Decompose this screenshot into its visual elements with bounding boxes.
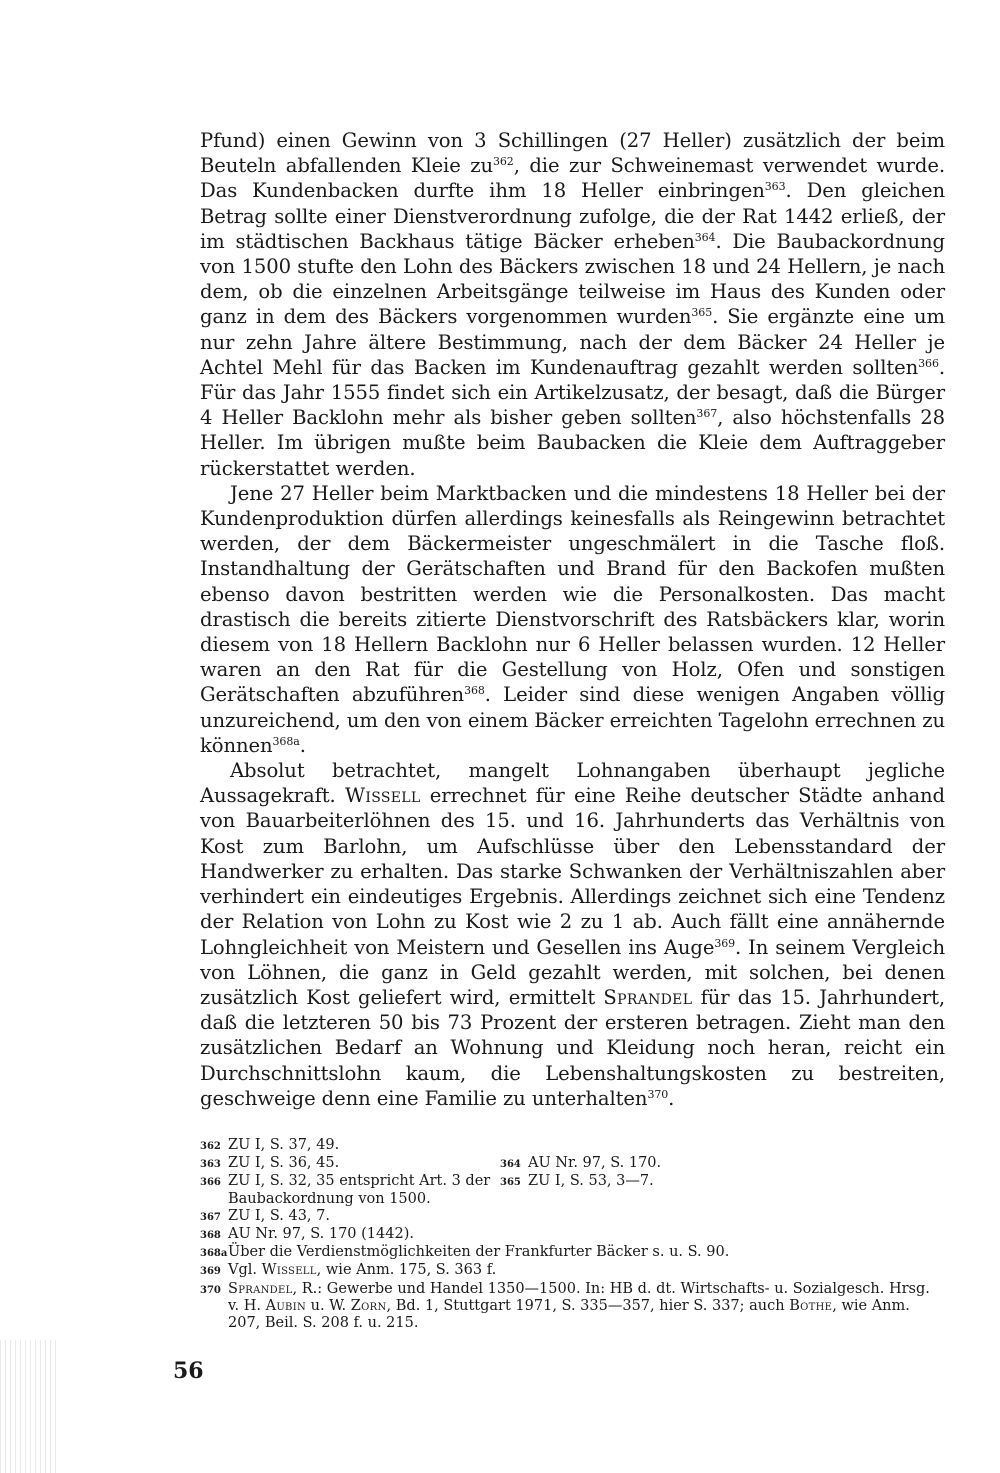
- footnote: [200, 1226, 945, 1244]
- text-run: .: [668, 1086, 675, 1110]
- text-run: , also höchstenfalls 28 Heller. Im übrigen mußte beim Baubacken die Kleie dem Auftraggeber rückerstattet werden.: [200, 406, 945, 480]
- footnote-text: AU Nr. 97, S. 170.: [528, 1155, 662, 1172]
- footnote-text: Über die Verdienstmöglichkeiten der Frankfurter Bäcker s. u. S. 90.: [228, 1244, 730, 1261]
- footnote-ref: 370: [647, 1087, 669, 1101]
- text-run: Pfund) einen Gewinn von 3 Schillingen (27 Heller) zusätzlich der beim Beuteln abfallenden Kleie zu: [200, 129, 945, 178]
- footnote: [200, 1208, 945, 1226]
- footnote: [200, 1262, 945, 1280]
- footnote-ref: 366: [918, 356, 939, 370]
- footnote-text: ZU I, S. 53, 3—7.: [528, 1173, 654, 1190]
- footnote-text: [228, 1281, 945, 1333]
- text-run: , die zur Schweinemast verwendet wurde. Das Kundenbacken durfte ihm 18 Heller einbringen: [200, 154, 946, 203]
- footnote-number: 368a: [200, 1248, 228, 1260]
- author-name: Bothe: [789, 1297, 833, 1314]
- footnote-number: 366: [200, 1177, 221, 1189]
- text-run: . Für das Jahr 1555 findet sich ein Artikelzusatz, der besagt, daß die Bürger 4 Heller Backlohn mehr als bisher geben sollten: [200, 355, 945, 430]
- footnote-ref: 365: [691, 306, 713, 320]
- footnote-ref: 364: [694, 230, 716, 244]
- footnote-text: [228, 1262, 945, 1280]
- text-run: für das 15. Jahrhundert, daß die letzteren 50 bis 73 Prozent der ersteren betragen. Zieht man den zusätzlichen Bedarf an Wohnung und Kleidung noch heran, reicht ein Durchschnittslohn kaum, die Lebenshaltungskosten zu bestreiten, geschweige denn eine Familie zu unterhalten: [200, 985, 946, 1110]
- text-run: . Leider sind diese wenigen Angaben völlig unzureichend, um den von einem Bäcker erreichten Tagelohn errechnen zu können: [200, 683, 945, 757]
- author-name: Sprandel: [228, 1280, 293, 1297]
- text-run: , wie Anm. 207, Beil. S. 208 f. u. 215.: [228, 1297, 910, 1331]
- footnote: [200, 1173, 500, 1207]
- footnote-ref: 368: [464, 684, 485, 698]
- page-content: [200, 128, 945, 1332]
- footnote-number: 369: [200, 1266, 221, 1278]
- author-name: Sprandel: [603, 985, 693, 1009]
- footnote: [200, 1244, 945, 1262]
- footnote-number: 364: [500, 1159, 521, 1171]
- text-run: Absolut betrachtet, mangelt Lohnangaben überhaupt jegliche Aussagekraft.: [200, 759, 945, 808]
- footnote-row: [200, 1173, 945, 1207]
- footnote-number: 367: [200, 1211, 221, 1223]
- footnote-ref: 369: [714, 936, 736, 950]
- author-name: Wissell: [344, 784, 421, 808]
- page-number: 56: [173, 1358, 204, 1384]
- text-run: , Bd. 1, Stuttgart 1971, S. 335—357, hier S. 337; auch: [386, 1297, 790, 1314]
- footnote-number: 365: [500, 1177, 521, 1189]
- footnote: [500, 1173, 654, 1207]
- paragraph: [200, 481, 945, 758]
- footnote-row: [200, 1155, 945, 1173]
- author-name: Wissell: [261, 1262, 317, 1279]
- footnote-text: AU Nr. 97, S. 170 (1442).: [228, 1225, 414, 1242]
- footnote: [200, 1281, 945, 1333]
- text-run: .: [299, 733, 306, 757]
- footnote: [500, 1155, 661, 1173]
- footnote-number: 363: [200, 1159, 221, 1171]
- footnote-number: 362: [200, 1140, 221, 1152]
- text-run: u. W.: [306, 1297, 351, 1314]
- text-run: . Den gleichen Betrag sollte einer Dienstverordnung zufolge, die der Rat 1442 erließ, der im städtischen Backhaus tätige Bäcker erheben: [200, 179, 945, 253]
- footnotes: [200, 1137, 945, 1332]
- footnote-row: [200, 1137, 945, 1155]
- footnote-text: ZU I, S. 32, 35 entspricht Art. 3 der Baubackordnung von 1500.: [228, 1173, 491, 1207]
- text-run: . In seinem Vergleich von Löhnen, die ganz in Geld gezahlt werden, mit solchen, bei denen zusätzlich Kost geliefert wird, ermittelt: [200, 935, 945, 1009]
- author-name: Aubin: [265, 1297, 307, 1314]
- text-run: errechnet für eine Reihe deutscher Städte anhand von Bauarbeiterlöhnen des 15. und 16. Jahrhunderts das Verhältnis von Kost zum Barlohn, um Aufschlüsse über den Lebensstandard der Handwerker zu erhalten. Das starke Schwanken der Verhältniszahlen aber verhindert ein eindeutiges Ergebnis. Allerdings zeichnet sich eine Tendenz der Relation von Lohn zu Kost wie 2 zu 1 ab. Auch fällt eine annähernde Lohngleichheit von Meistern und Gesellen ins Auge: [200, 784, 945, 959]
- footnote-number: 368: [200, 1229, 221, 1241]
- footnote-text: ZU I, S. 37, 49.: [228, 1136, 340, 1153]
- footnote-text: ZU I, S. 36, 45.: [228, 1155, 340, 1172]
- main-text: [200, 128, 945, 1111]
- footnote-ref: 363: [764, 180, 786, 194]
- paragraph: [200, 128, 945, 481]
- text-run: Jene 27 Heller beim Marktbacken und die mindestens 18 Heller bei der Kundenproduktion dürfen allerdings keinesfalls als Reingewinn betrachtet werden, der dem Bäckermeister ungeschmälert in die Tasche floß. Instandhaltung der Gerätschaften und Brand für den Backofen mußten ebenso davon bestritten werden wie die Personalkosten. Das macht drastisch die bereits zitierte Dienstvorschrift des Ratsbäckers klar, worin diesem von 18 Hellern Backlohn nur 6 Heller belassen wurden. 12 Heller waren an den Rat für die Gestellung von Holz, Ofen und sonstigen Gerätschaften abzuführen: [200, 481, 945, 707]
- footnote: [200, 1137, 500, 1155]
- footnote-number: 370: [200, 1284, 221, 1296]
- footnote-ref: 368a: [272, 734, 300, 748]
- text-run: Vgl.: [228, 1262, 262, 1279]
- text-run: . Die Baubackordnung von 1500 stufte den Lohn des Bäckers zwischen 18 und 24 Hellern, je nach dem, ob die einzelnen Arbeitsgänge teilweise im Haus des Kunden oder ganz in dem des Bäckers vorgenommen wurden: [200, 229, 945, 329]
- text-run: , R.: Gewerbe und Handel 1350—1500. In: HB d. dt. Wirtschafts- u. Sozialgesch. Hrsg. v. H.: [228, 1280, 930, 1314]
- text-run: , wie Anm. 175, S. 363 f.: [316, 1262, 497, 1279]
- footnote-ref: 362: [492, 155, 514, 169]
- paragraph: [200, 758, 945, 1111]
- footnote-text: ZU I, S. 43, 7.: [228, 1207, 330, 1224]
- footnote: [200, 1155, 500, 1173]
- footnote-ref: 367: [696, 407, 718, 421]
- text-run: . Sie ergänzte eine um nur zehn Jahre ältere Bestimmung, nach der dem Bäcker 24 Heller je Achtel Mehl für das Backen im Kundenauftrag gezahlt werden sollten: [200, 305, 945, 379]
- scan-edge-noise: [0, 1340, 60, 1473]
- author-name: Zorn: [350, 1297, 387, 1314]
